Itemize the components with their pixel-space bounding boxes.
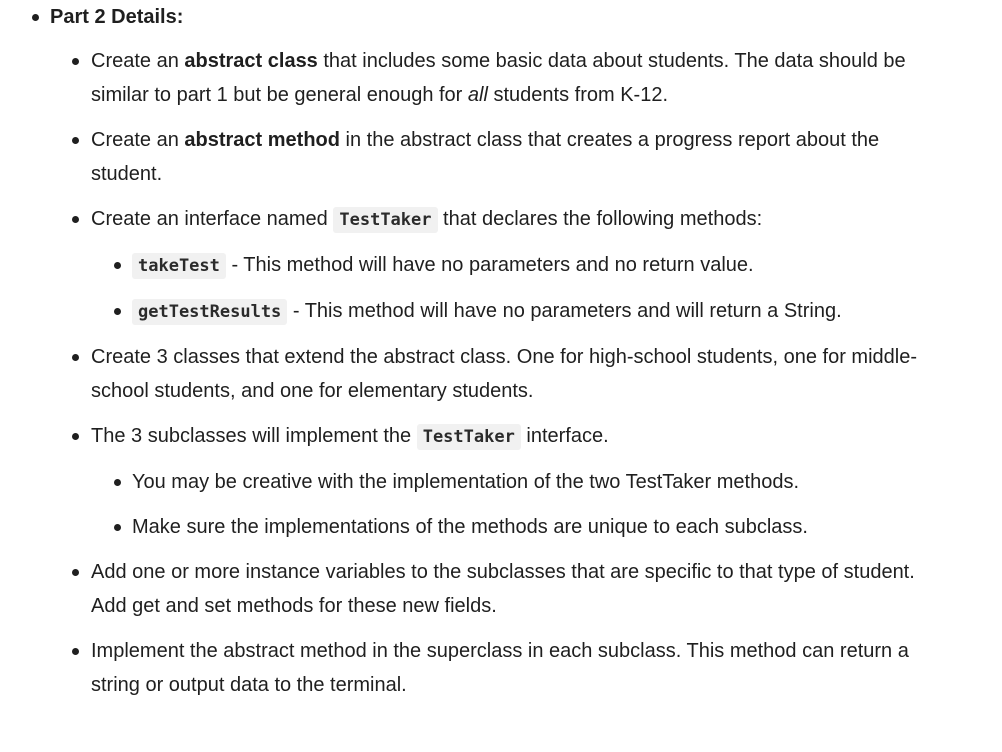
bullet-icon <box>72 433 79 440</box>
method-item-gettestresults: getTestResults - This method will have no parameters and will return a String. <box>91 294 952 329</box>
bullet-icon <box>114 262 121 269</box>
bullet-icon <box>114 308 121 315</box>
testtaker-code: TestTaker <box>417 424 521 450</box>
gettestresults-code: getTestResults <box>132 299 287 325</box>
list-item-subclasses: The 3 subclasses will implement the TestTaker interface. You may be creative with the implementation of the two TestTaker methods. Make sure the implementations of the methods are unique to each subclass. <box>50 419 951 544</box>
bullet-icon <box>72 569 79 576</box>
list-item-abstract-method: Create an abstract method in the abstract class that creates a progress report about the student. <box>50 123 951 191</box>
bullet-icon <box>72 58 79 65</box>
list-item-implement: Implement the abstract method in the superclass in each subclass. This method can return a string or output data to the terminal. <box>50 634 951 702</box>
abstract-class-term: abstract class <box>184 50 318 72</box>
bullet-icon <box>114 524 121 531</box>
bullet-icon <box>72 354 79 361</box>
list-item-classes: Create 3 classes that extend the abstract class. One for high-school students, one for middle-school students, and one for elementary students. <box>50 340 951 408</box>
abstract-method-term: abstract method <box>184 129 340 151</box>
list-item-interface: Create an interface named TestTaker that declares the following methods: takeTest - This method will have no parameters and no return value. getTestResults - This method will have no parameters and will return a String. <box>50 202 951 329</box>
methods-list <box>91 248 951 329</box>
bullet-icon <box>72 648 79 655</box>
list-item-instance-variables: Add one or more instance variables to the subclasses that are specific to that type of student. Add get and set methods for these new fields. <box>50 555 951 623</box>
bullet-icon <box>32 14 39 21</box>
testtaker-code: TestTaker <box>333 207 437 233</box>
all-emphasis: all <box>467 84 488 106</box>
bullet-icon <box>72 216 79 223</box>
method-item-taketest: takeTest - This method will have no parameters and no return value. <box>91 248 952 283</box>
details-list <box>50 44 980 702</box>
note-item-creative: You may be creative with the implementation of the two TestTaker methods. <box>91 465 952 499</box>
part-title: Part 2 Details: <box>50 6 184 28</box>
note-item-unique: Make sure the implementations of the methods are unique to each subclass. <box>91 510 952 544</box>
list-item-abstract-class: Create an abstract class that includes some basic data about students. The data should be similar to part 1 but be general enough for all students from K-12. <box>50 44 951 112</box>
bullet-icon <box>114 479 121 486</box>
taketest-code: takeTest <box>132 253 226 279</box>
bullet-icon <box>72 137 79 144</box>
subclass-notes-list <box>91 465 951 544</box>
